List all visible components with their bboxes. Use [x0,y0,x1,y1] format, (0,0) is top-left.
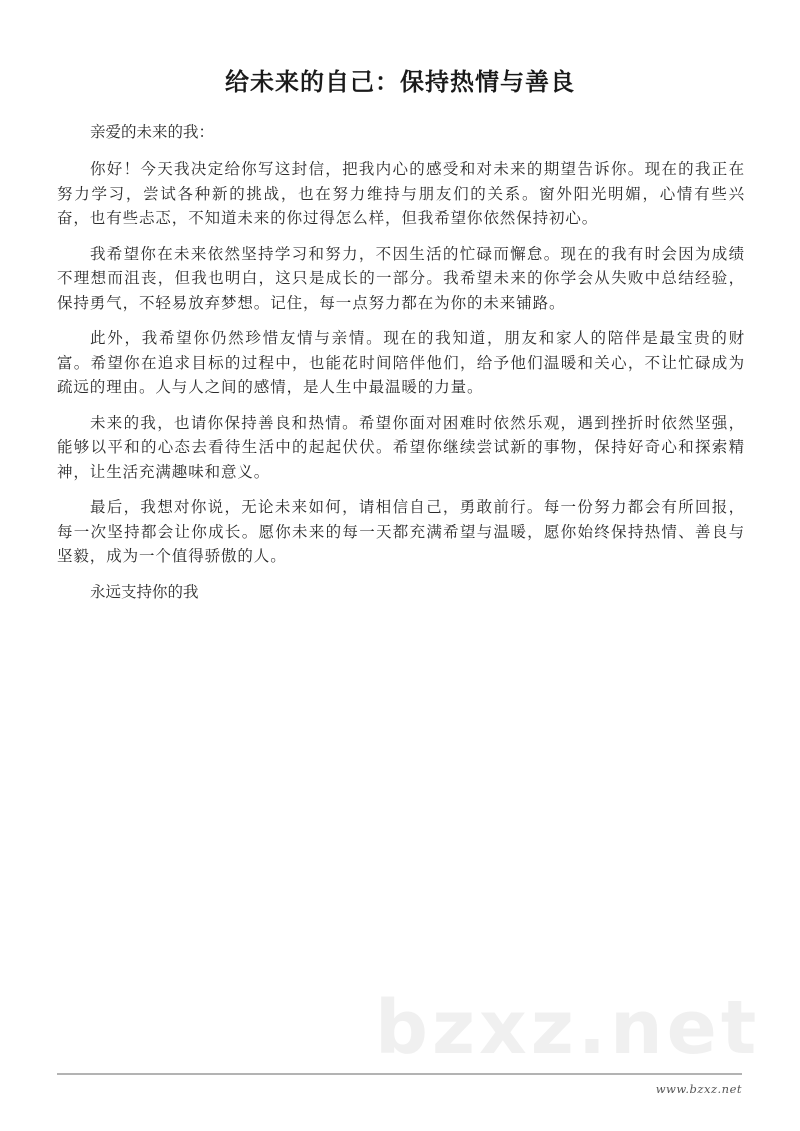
footer-url: www.bzxz.net [655,1082,742,1096]
letter-paragraph-2: 我希望你在未来依然坚持学习和努力，不因生活的忙碌而懈怠。现在的我有时会因为成绩不理想而沮丧，但我也明白，这只是成长的一部分。我希望未来的你学会从失败中总结经验，保持勇气，不轻易放弃梦想。记住，每一点努力都在为你的未来铺路。 [57,244,745,312]
page-title: 给未来的自己：保持热情与善良 [225,68,575,96]
letter-paragraph-1: 你好！今天我决定给你写这封信，把我内心的感受和对未来的期望告诉你。现在的我正在努力学习，尝试各种新的挑战，也在努力维持与朋友们的关系。窗外阳光明媚，心情有些兴奋，也有些忐忑，不知道未来的你过得怎么样，但我希望你依然保持初心。 [57,160,745,227]
letter-salutation: 亲爱的未来的我： [90,123,215,141]
letter-body [57,120,745,604]
footer-divider [57,1073,742,1075]
watermark-logo: bzxz.net [375,985,761,1071]
letter-signoff: 永远支持你的我 [90,582,199,601]
letter-paragraph-4: 未来的我，也请你保持善良和热情。希望你面对困难时依然乐观，遇到挫折时依然坚强，能够以平和的心态去看待生活中的起起伏伏。希望你继续尝试新的事物，保持好奇心和探索精神，让生活充满趣味和意义。 [57,413,745,481]
letter-paragraph-5: 最后，我想对你说，无论未来如何，请相信自己，勇敢前行。每一份努力都会有所回报，每一次坚持都会让你成长。愿你未来的每一天都充满希望与温暖，愿你始终保持热情、善良与坚毅，成为一个值得骄傲的人。 [57,498,745,565]
letter-paragraph-3: 此外，我希望你仍然珍惜友情与亲情。现在的我知道，朋友和家人的陪伴是最宝贵的财富。希望你在追求目标的过程中，也能花时间陪伴他们，给予他们温暖和关心，不让忙碌成为疏远的理由。人与人之间的感情，是人生中最温暖的力量。 [57,329,745,396]
